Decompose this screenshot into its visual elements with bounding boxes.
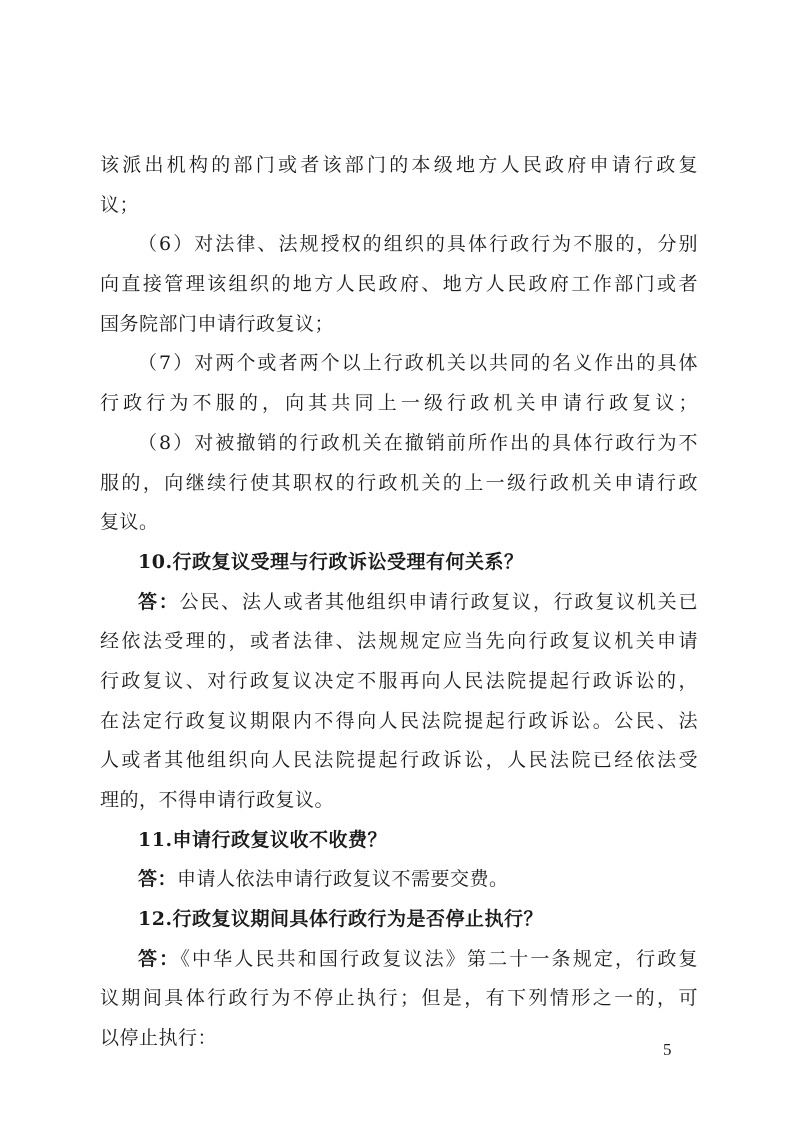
answer-label: 答： — [138, 590, 180, 613]
text-line: 行政复议、对行政复议决定不服再向人民法院提起行政诉讼的， — [100, 669, 698, 692]
page-number: 5 — [663, 1040, 672, 1059]
answer-11-line: 答：申请人依法申请行政复议不需要交费。 — [138, 868, 509, 891]
text-line: 在法定行政复议期限内不得向人民法院提起行政诉讼。公民、法 — [100, 709, 698, 732]
question-heading-10: 10.行政复议受理与行政诉讼受理有何关系？ — [138, 550, 524, 573]
answer-label: 答： — [138, 947, 181, 970]
text-line: 国务院部门申请行政复议； — [100, 312, 335, 335]
list-item-6: （6）对法律、法规授权的组织的具体行政行为不服的，分别 — [138, 233, 698, 256]
text-line: 以停止执行： — [100, 1027, 218, 1050]
answer-10-first-line: 答：公民、法人或者其他组织申请行政复议，行政复议机关已 — [138, 590, 698, 613]
text-line: 向直接管理该组织的地方人民政府、地方人民政府工作部门或者 — [100, 273, 698, 296]
list-item-8: （8）对被撤销的行政机关在撤销前所作出的具体行政行为不 — [138, 431, 698, 454]
text-line: 人或者其他组织向人民法院提起行政诉讼，人民法院已经依法受 — [100, 749, 698, 772]
document-body — [100, 146, 698, 1059]
answer-label: 答： — [138, 868, 178, 891]
text-line: 行政行为不服的，向其共同上一级行政机关申请行政复议； — [100, 392, 698, 415]
list-item-7: （7）对两个或者两个以上行政机关以共同的名义作出的具体 — [138, 352, 698, 375]
answer-12-first-line: 答：《中华人民共和国行政复议法》第二十一条规定，行政复 — [138, 947, 698, 970]
question-heading-12: 12.行政复议期间具体行政行为是否停止执行？ — [138, 908, 544, 931]
text-line: 议； — [100, 193, 140, 216]
question-heading-11: 11.申请行政复议收不收费？ — [138, 828, 388, 851]
text-line: 理的，不得申请行政复议。 — [100, 789, 335, 811]
text-line: 复议。 — [100, 511, 159, 534]
text-line: 该派出机构的部门或者该部门的本级地方人民政府申请行政复 — [100, 154, 698, 176]
text-line: 议期间具体行政行为不停止执行；但是，有下列情形之一的，可 — [100, 987, 698, 1010]
text-line: 服的，向继续行使其职权的行政机关的上一级行政机关申请行政 — [100, 471, 698, 494]
text-line: 经依法受理的，或者法律、法规规定应当先向行政复议机关申请 — [100, 630, 698, 653]
